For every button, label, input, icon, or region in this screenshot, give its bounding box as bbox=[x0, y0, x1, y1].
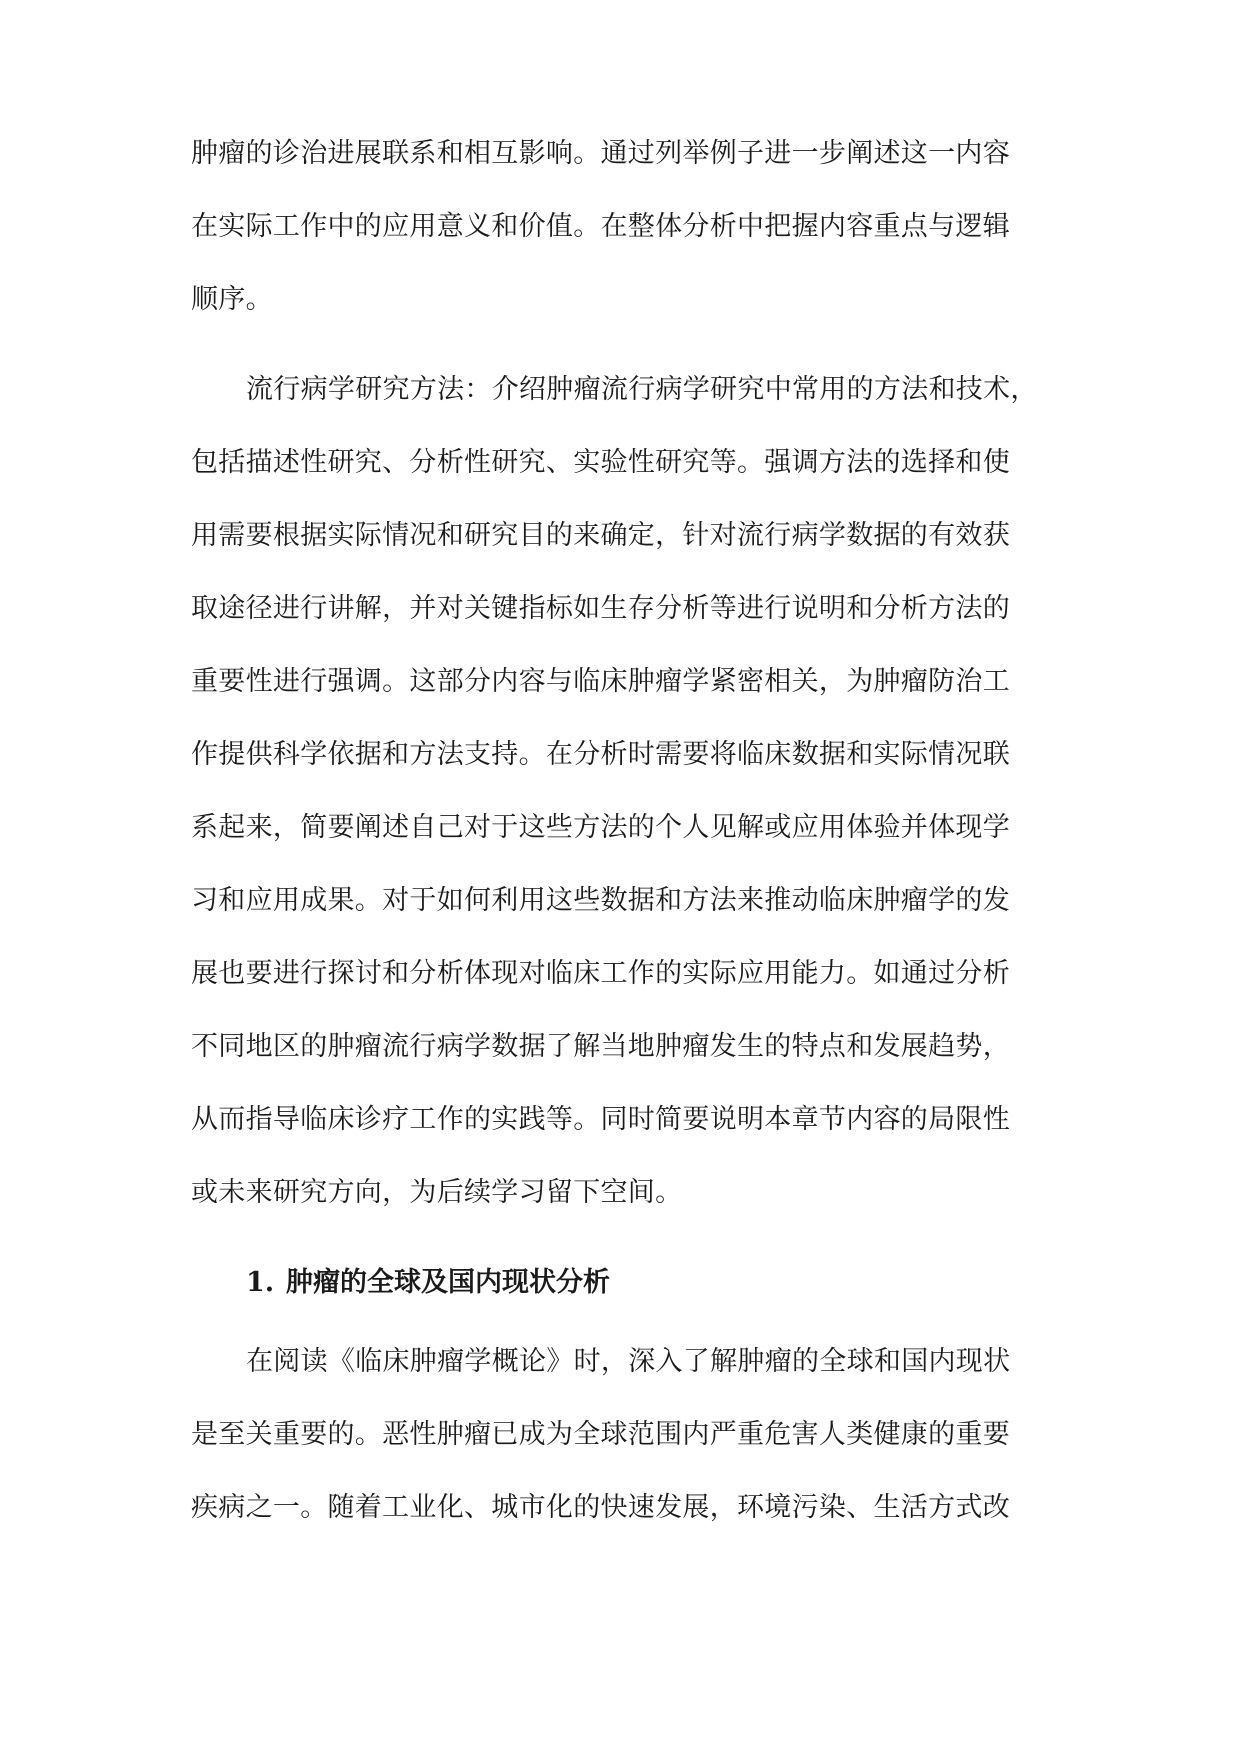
paragraph-2-line-10: 不同地区的肿瘤流行病学数据了解当地肿瘤发生的特点和发展趋势， bbox=[191, 1031, 1010, 1062]
paragraph-3-line-3: 疾病之一。随着工业化、城市化的快速发展，环境污染、生活方式改 bbox=[191, 1492, 1010, 1523]
paragraph-2-line-5: 重要性进行强调。这部分内容与临床肿瘤学紧密相关，为肿瘤防治工 bbox=[191, 666, 1010, 697]
paragraph-2-line-3: 用需要根据实际情况和研究目的来确定，针对流行病学数据的有效获 bbox=[191, 520, 1010, 551]
paragraph-2-line-11: 从而指导临床诊疗工作的实践等。同时简要说明本章节内容的局限性 bbox=[191, 1104, 1010, 1135]
paragraph-1-line-3: 顺序。 bbox=[191, 284, 273, 315]
paragraph-2-line-2: 包括描述性研究、分析性研究、实验性研究等。强调方法的选择和使 bbox=[191, 447, 1010, 478]
paragraph-1-line-1: 肿瘤的诊治进展联系和相互影响。通过列举例子进一步阐述这一内容 bbox=[191, 138, 1010, 169]
section-heading-number: 1. bbox=[246, 1267, 275, 1298]
paragraph-2-line-7: 系起来，简要阐述自己对于这些方法的个人见解或应用体验并体现学 bbox=[191, 812, 1010, 843]
paragraph-2-line-4: 取途径进行讲解，并对关键指标如生存分析等进行说明和分析方法的 bbox=[191, 593, 1010, 624]
paragraph-2-line-6: 作提供科学依据和方法支持。在分析时需要将临床数据和实际情况联 bbox=[191, 739, 1010, 770]
paragraph-2-line-8: 习和应用成果。对于如何利用这些数据和方法来推动临床肿瘤学的发 bbox=[191, 885, 1010, 916]
paragraph-1-line-2: 在实际工作中的应用意义和价值。在整体分析中把握内容重点与逻辑 bbox=[191, 211, 1010, 242]
paragraph-2-line-1: 流行病学研究方法：介绍肿瘤流行病学研究中常用的方法和技术， bbox=[246, 374, 1038, 405]
section-heading-title: 肿瘤的全球及国内现状分析 bbox=[286, 1267, 610, 1298]
paragraph-3-line-2: 是至关重要的。恶性肿瘤已成为全球范围内严重危害人类健康的重要 bbox=[191, 1419, 1010, 1450]
section-heading bbox=[246, 1266, 610, 1300]
paragraph-2-line-9: 展也要进行探讨和分析体现对临床工作的实际应用能力。如通过分析 bbox=[191, 958, 1010, 989]
paragraph-2-line-12: 或未来研究方向，为后续学习留下空间。 bbox=[191, 1177, 683, 1208]
paragraph-3-line-1: 在阅读《临床肿瘤学概论》时，深入了解肿瘤的全球和国内现状 bbox=[246, 1346, 1011, 1377]
